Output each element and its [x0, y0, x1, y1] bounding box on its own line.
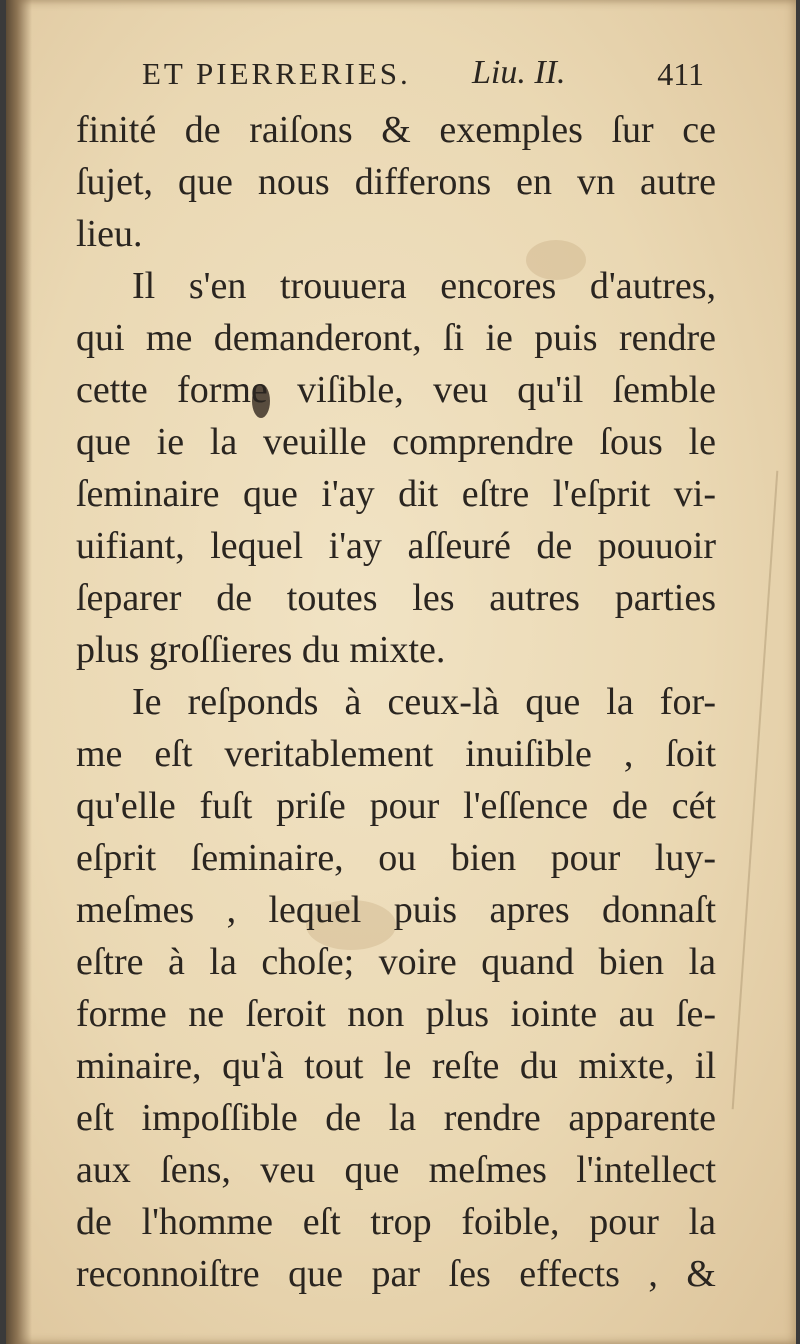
body-text [76, 104, 716, 1300]
text-line: minaire, qu'à tout le reſte du mixte, il [76, 1045, 716, 1087]
book-page [6, 0, 796, 1344]
text-line: meſmes , lequel puis apres donnaſt [76, 889, 716, 931]
text-line: qui me demanderont, ſi ie puis rendre [76, 317, 716, 359]
text-line: eſtre à la choſe; voire quand bien la [76, 941, 716, 983]
text-line: de l'homme eſt trop foible, pour la [76, 1201, 716, 1243]
text-line: me eſt veritablement inuiſible , ſoit [76, 733, 716, 775]
book-reference: Liu. II. [472, 54, 566, 91]
page-crease [732, 471, 779, 1110]
text-line: plus groſſieres du mixte. [76, 629, 446, 671]
page-header [142, 56, 722, 96]
text-line: eſt impoſſible de la rendre apparente [76, 1097, 716, 1139]
text-line: ſujet, que nous differons en vn autre [76, 161, 716, 203]
text-line: ſeminaire que i'ay dit eſtre l'eſprit vi- [76, 473, 716, 515]
running-head: ET PIERRERIES. [142, 56, 411, 91]
text-line: lieu. [76, 213, 143, 255]
text-line: Ie reſponds à ceux-là que la for- [132, 681, 716, 723]
text-line: aux ſens, veu que meſmes l'intellect [76, 1149, 716, 1191]
text-line: qu'elle fuſt priſe pour l'eſſence de cét [76, 785, 716, 827]
page-number: 411 [657, 56, 704, 92]
text-line: cette forme viſible, veu qu'il ſemble [76, 369, 716, 411]
text-line: ſeparer de toutes les autres parties [76, 577, 716, 619]
text-line: que ie la veuille comprendre ſous le [76, 421, 716, 463]
text-line: uifiant, lequel i'ay aſſeuré de pouuoir [76, 525, 716, 567]
page-gutter [6, 0, 32, 1344]
text-line: eſprit ſeminaire, ou bien pour luy- [76, 837, 716, 879]
text-line: forme ne ſeroit non plus iointe au ſe- [76, 993, 716, 1035]
text-line: Il s'en trouuera encores d'autres, [132, 265, 716, 307]
text-line: reconnoiſtre que par ſes effects , & [76, 1253, 716, 1295]
text-line: finité de raiſons & exemples ſur ce [76, 109, 716, 151]
